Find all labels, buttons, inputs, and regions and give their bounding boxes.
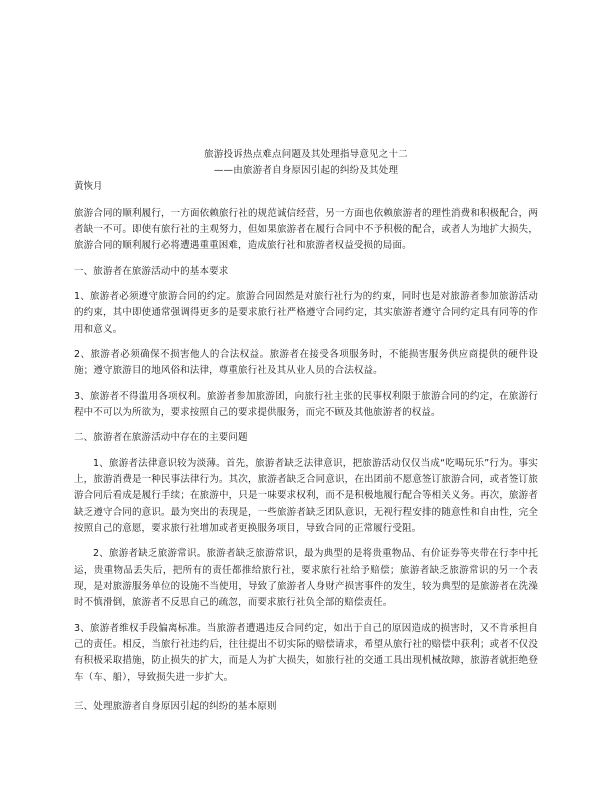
author-name: 黄恢月 [74,180,103,192]
section-heading-3: 三、处理旅游者自身原因引起的纠纷的基本原则 [74,700,277,712]
paragraph-2-1: 1、旅游者法律意识较为淡薄。首先，旅游者缺乏法律意识，把旅游活动仅仅当成“吃喝玩乐”行为。事实上，旅游消费是一种民事法律行为。其次，旅游者缺乏合同意识，在出团前不愿意签订旅游合同，或者签订旅游合同后看成是履行手续；在旅游中，只是一味要求权利，而不是积极地履行配合等相关义务。再次，旅游者缺乏遵守合同的意识。最为突出的表现是，一些旅游者缺乏团队意识，无视行程安排的随意性和自由性，完全按照自己的意愿，要求旅行社增加或者更换服务项目，导致合同的正常履行受阻。 [74,457,538,534]
page-title: 旅游投诉热点难点问题及其处理指导意见之十二 [204,149,408,160]
paragraph-1-3: 3、旅游者不得滥用各项权利。旅游者参加旅游团，向旅行社主张的民事权利限于旅游合同的约定，在旅游行程中不可以为所欲为，要求按照自己的要求提供服务，而完不顾及其他旅游者的权益。 [74,390,538,419]
paragraph-1-2: 2、旅游者必须确保不损害他人的合法权益。旅游者在接受各项服务时，不能损害服务供应商提供的硬件设施；遵守旅游目的地风俗和法律，尊重旅行社及其从业人员的合法权益。 [74,349,538,377]
section-heading-2: 二、旅游者在旅游活动中存在的主要问题 [74,432,248,444]
paragraph-1-1: 1、旅游者必须遵守旅游合同的约定。旅游合同固然是对旅行社行为的约束，同时也是对旅游者参加旅游活动的约束，其中即使通常强调得更多的是要求旅行社严格遵守合同约定，其实旅游者遵守合同约定具有同等的作用和意义。 [74,291,538,335]
paragraph-2-3: 3、旅游者维权手段偏离标准。当旅游者遭遇违反合同约定，如出于自己的原因造成的损害时，又不肯承担自己的责任。相反，当旅行社违约后，往往提出不切实际的赔偿请求，希望从旅行社的赔偿中获利；或者不仅没有积极采取措施，防止损失的扩大，而是人为扩大损失，如旅行社的交通工具出现机械故障，旅游者就拒绝登车（车、船），导致损失进一步扩大。 [74,622,538,683]
paragraph-2-2: 2、旅游者缺乏旅游常识。旅游者缺乏旅游常识，最为典型的是将贵重物品、有价证券等夹带在行李中托运，贵重物品丢失后，把所有的责任都推给旅行社，要求旅行社给予赔偿；旅游者缺乏旅游常识的另一个表现，是对旅游服务单位的设施不当使用，导致了旅游者人身财产损害事件的发生，较为典型的是旅游者在洗澡时不慎滑倒，旅游者不反思自己的疏忽，而要求旅行社负全部的赔偿责任。 [74,548,538,609]
section-heading-1: 一、旅游者在旅游活动中的基本要求 [74,265,229,277]
page-subtitle: ——由旅游者自身原因引起的纠纷及其处理 [213,165,399,177]
paragraph-intro: 旅游合同的顺利履行，一方面依赖旅行社的规范诚信经营，另一方面也依赖旅游者的理性消费和积极配合，两者缺一不可。即使有旅行社的主观努力，但如果旅游者在履行合同中不予积极的配合，或者人为地扩大损失，旅游合同的顺利履行必将遭遇重重困难，造成旅行社和旅游者权益受损的局面。 [74,207,538,252]
